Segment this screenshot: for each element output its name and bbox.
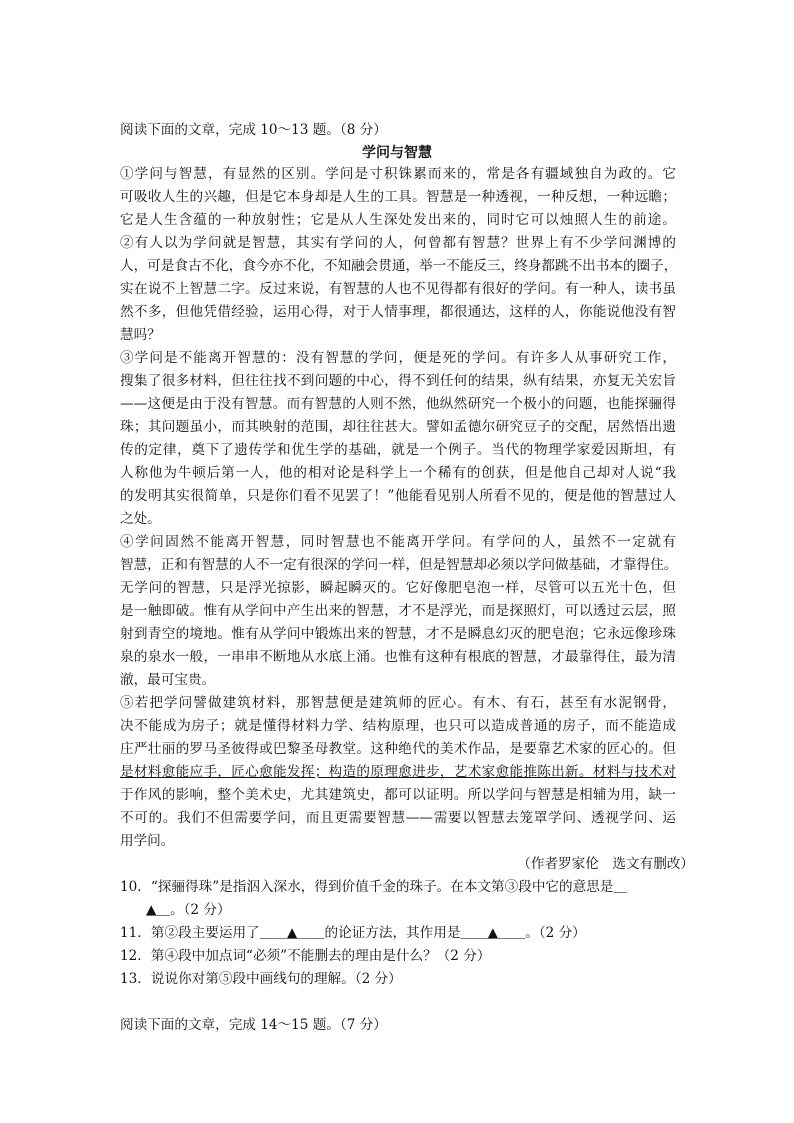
paragraph-3-line-8: 之处。 [120, 511, 161, 527]
paragraph-4-line-1: ④学问固然不能离开智慧，同时智慧也不能离开学问。有学问的人，虽然不一定就有 [120, 534, 676, 550]
paragraph-3-line-1: ③学问是不能离开智慧的：没有智慧的学问，便是死的学问。有许多人从事研究工作， [120, 350, 676, 366]
paragraph-5-line-1: ⑤若把学问譬做建筑材料，那智慧便是建筑师的匠心。有木、有石，甚至有水泥钢骨， [120, 695, 676, 711]
paragraph-2-line-4: 然不多，但他凭借经验，运用心得，对于人情事理，都很通达，这样的人，你能说他没有智 [120, 304, 676, 320]
paragraph-5-line-2: 决不能成为房子；就是懂得材料力学、结构原理，也只可以造成普通的房子，而不能造成 [120, 718, 676, 734]
paragraph-5-line-7: 用学问。 [120, 833, 175, 849]
attribution: （作者罗家伦 选文有删改） [517, 856, 694, 872]
paragraph-2-line-2: 人，可是食古不化，食今亦不化，不知融会贯通，举一不能反三，终身都跳不出书本的圈子， [120, 258, 678, 274]
next-section-header: 阅读下面的文章，完成 14～15 题。（7 分） [120, 1017, 387, 1033]
paragraph-1-line-3: 它是人生含蕴的一种放射性；它是从人生深处发出来的，同时它可以烛照人生的前途。 [120, 212, 676, 228]
paragraph-5-line-4-underlined: 是材料愈能应手，匠心愈能发挥；构造的原理愈进步，艺术家愈能推陈出新。材料与技术对 [120, 764, 676, 780]
paragraph-2-line-3: 实在说不上智慧二字。反过来说，有智慧的人也不见得都有很好的学问。有一种人，读书虽 [120, 281, 676, 297]
paragraph-3-line-5: 传的定律，奠下了遗传学和优生学的基础，就是一个例子。当代的物理学家爱因斯坦，有 [120, 442, 676, 458]
paragraph-5-line-5: 于作风的影响，整个美术史，尤其建筑史，都可以证明。所以学问与智慧是相辅为用，缺一 [120, 787, 676, 803]
paragraph-4-line-4: 是一触即破。惟有从学问中产生出来的智慧，才不是浮光，而是探照灯，可以透过云层，照 [120, 603, 676, 619]
question-10-continued: ▲＿。（2 分） [146, 902, 231, 918]
paragraph-2-line-5: 慧吗？ [120, 327, 161, 343]
paragraph-3-line-6: 人称他为牛顿后第一人，他的相对论是科学上一个稀有的创获，但是他自己却对人说“我 [120, 465, 676, 481]
paragraph-3-line-4: 珠；其问题虽小，而其映射的范围，却往往甚大。譬如孟德尔研究豆子的交配，居然悟出遗 [120, 419, 676, 435]
question-12: 12．第④段中加点词“必须”不能删去的理由是什么？（2 分） [120, 948, 491, 964]
paragraph-5-line-6: 不可的。我们不但需要学问，而且更需要智慧——需要以智慧去笼罩学问、透视学问、运 [120, 810, 676, 826]
paragraph-5-line-3: 庄严壮丽的罗马圣彼得或巴黎圣母教堂。这种绝代的美术作品，是要靠艺术家的匠心的。但 [120, 741, 676, 757]
question-13: 13．说说你对第⑤段中画线句的理解。（2 分） [120, 971, 402, 987]
question-11: 11．第②段主要运用了＿＿▲＿＿的论证方法，其作用是＿＿▲＿＿。（2 分） [120, 925, 586, 941]
paragraph-4-line-3: 无学问的智慧，只是浮光掠影，瞬起瞬灭的。它好像肥皂泡一样，尽管可以五光十色，但 [120, 580, 676, 596]
paragraph-3-line-2: 搜集了很多材料，但往往找不到问题的中心，得不到任何的结果，纵有结果，亦复无关宏旨 [120, 373, 676, 389]
paragraph-3-line-7: 的发明其实很简单，只是你们看不见罢了！”他能看见别人所看不见的，便是他的智慧过人 [120, 488, 676, 504]
paragraph-4-line-6: 泉的泉水一般，一串串不断地从水底上涌。也惟有这种有根底的智慧，才最靠得住，最为清 [120, 649, 676, 665]
section-header: 阅读下面的文章，完成 10～13 题。（8 分） [120, 122, 387, 138]
paragraph-1-line-2: 可吸收人生的兴趣，但是它本身却是人生的工具。智慧是一种透视，一种反想，一种远瞻； [120, 189, 676, 205]
paragraph-2-line-1: ②有人以为学问就是智慧，其实有学问的人，何曾都有智慧？世界上有不少学问渊博的 [120, 235, 676, 251]
paragraph-4-line-2: 智慧，正和有智慧的人不一定有很深的学问一样，但是智慧却必须以学问做基础，才靠得住。 [120, 557, 678, 573]
paragraph-4-line-7: 澈，最可宝贵。 [120, 672, 216, 688]
question-10: 10．“探骊得珠”是指泅入深水，得到价值千金的珠子。在本文第③段中它的意思是＿ [120, 879, 627, 895]
article-title: 学问与智慧 [362, 145, 432, 161]
paragraph-3-line-3: ——这便是由于没有智慧。而有智慧的人则不然，他纵然研究一个极小的问题，也能探骊得 [120, 396, 676, 412]
paragraph-1-line-1: ①学问与智慧，有显然的区别。学问是寸积铢累而来的，常是各有疆域独自为政的。它 [120, 166, 676, 182]
paragraph-4-line-5: 射到青空的境地。惟有从学问中锻炼出来的智慧，才不是瞬息幻灭的肥皂泡；它永远像珍珠 [120, 626, 676, 642]
